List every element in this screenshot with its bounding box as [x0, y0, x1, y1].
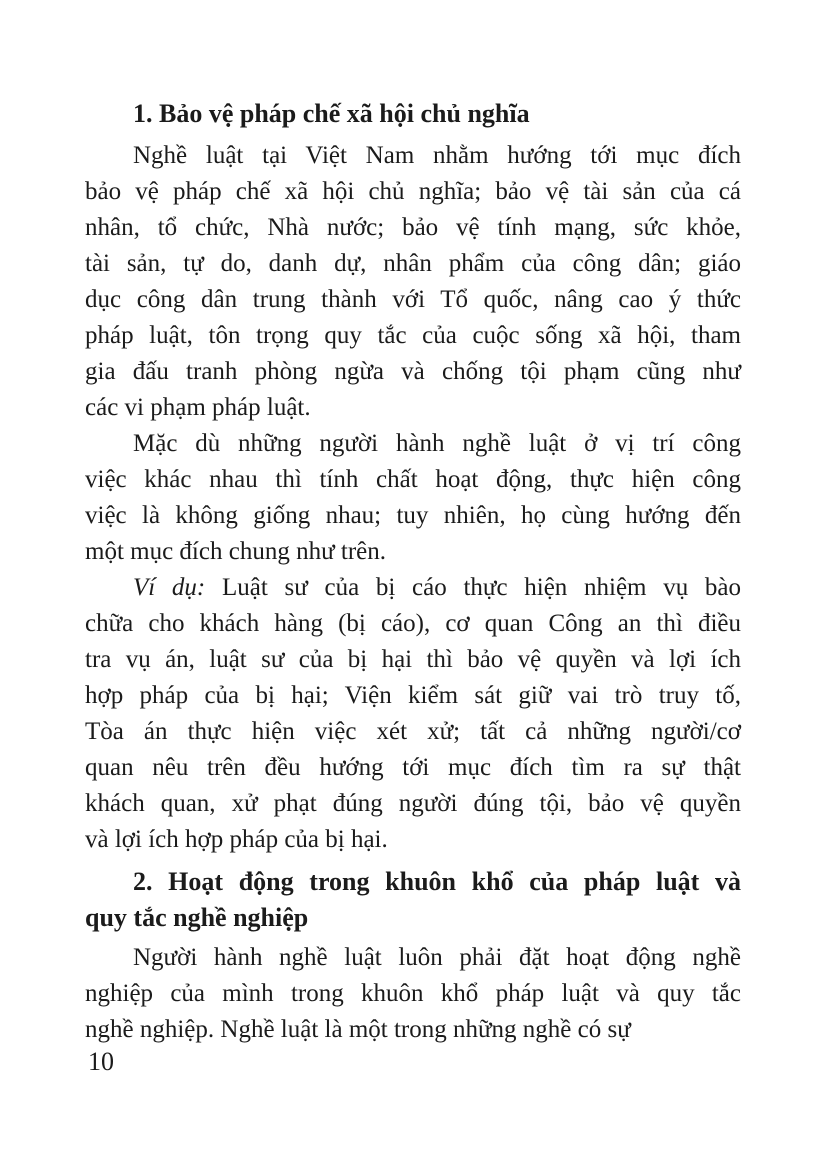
text-line	[85, 318, 741, 354]
text-line	[85, 210, 741, 246]
text-segment: việc là không giống nhau; tuy nhiên, họ cùng hướng đến	[85, 502, 741, 529]
page-number: 10	[88, 1047, 114, 1076]
text-line	[85, 900, 741, 936]
text-line	[85, 138, 741, 174]
text-line	[85, 96, 741, 132]
text-segment: nhân, tổ chức, Nhà nước; bảo vệ tính mạng, sức khỏe,	[85, 214, 741, 241]
text-line	[85, 354, 741, 390]
text-segment: và lợi ích hợp pháp của bị hại.	[85, 826, 388, 853]
text-segment: nghiệp của mình trong khuôn khổ pháp luật và quy tắc	[85, 980, 741, 1007]
text-segment: dục công dân trung thành với Tổ quốc, nâng cao ý thức	[85, 286, 741, 313]
text-line	[85, 1012, 741, 1048]
paragraph-1	[85, 138, 741, 426]
text-segment: pháp luật, tôn trọng quy tắc của cuộc sống xã hội, tham	[85, 322, 741, 349]
text-segment: Tòa án thực hiện việc xét xử; tất cả những người/cơ	[85, 718, 741, 745]
paragraph-2	[85, 426, 741, 570]
text-line	[85, 940, 741, 976]
page-content	[85, 96, 741, 1048]
text-line	[85, 678, 741, 714]
text-segment: 2. Hoạt động trong khuôn khổ của pháp luật và	[133, 867, 741, 896]
text-segment: một mục đích chung như trên.	[85, 538, 386, 565]
text-line	[85, 570, 741, 606]
text-line	[85, 976, 741, 1012]
text-line	[85, 642, 741, 678]
italic-text-segment: Ví dụ:	[133, 574, 206, 601]
text-line	[85, 822, 741, 858]
text-segment: tài sản, tự do, danh dự, nhân phẩm của công dân; giáo	[85, 250, 741, 277]
text-line	[85, 750, 741, 786]
text-segment: Người hành nghề luật luôn phải đặt hoạt động nghề	[133, 944, 741, 971]
text-line	[85, 282, 741, 318]
text-segment: Nghề luật tại Việt Nam nhằm hướng tới mục đích	[133, 142, 741, 169]
paragraph-3-example	[85, 570, 741, 858]
text-line	[85, 786, 741, 822]
text-line	[85, 714, 741, 750]
text-segment: hợp pháp của bị hại; Viện kiểm sát giữ vai trò truy tố,	[85, 682, 741, 709]
text-segment: tra vụ án, luật sư của bị hại thì bảo vệ quyền và lợi ích	[85, 646, 741, 673]
text-line	[85, 426, 741, 462]
section-heading-2	[85, 864, 741, 936]
text-segment: Luật sư của bị cáo thực hiện nhiệm vụ bào	[205, 574, 742, 601]
text-segment: Mặc dù những người hành nghề luật ở vị trí công	[133, 430, 741, 457]
text-line	[85, 606, 741, 642]
text-segment: bảo vệ pháp chế xã hội chủ nghĩa; bảo vệ tài sản của cá	[85, 178, 741, 205]
text-segment: gia đấu tranh phòng ngừa và chống tội phạm cũng như	[85, 358, 741, 385]
text-segment: nghề nghiệp. Nghề luật là một trong những nghề có sự	[85, 1016, 631, 1043]
text-segment: 1. Bảo vệ pháp chế xã hội chủ nghĩa	[133, 99, 530, 128]
text-segment: chữa cho khách hàng (bị cáo), cơ quan Công an thì điều	[85, 610, 741, 637]
text-segment: quy tắc nghề nghiệp	[85, 903, 309, 932]
text-line	[85, 864, 741, 900]
paragraph-4	[85, 940, 741, 1048]
text-segment: các vi phạm pháp luật.	[85, 394, 311, 421]
text-line	[85, 246, 741, 282]
text-segment: khách quan, xử phạt đúng người đúng tội, bảo vệ quyền	[85, 790, 741, 817]
text-line	[85, 498, 741, 534]
text-segment: việc khác nhau thì tính chất hoạt động, thực hiện công	[85, 466, 741, 493]
text-line	[85, 462, 741, 498]
section-heading-1	[85, 96, 741, 132]
text-line	[85, 390, 741, 426]
text-line	[85, 174, 741, 210]
text-line	[85, 534, 741, 570]
text-segment: quan nêu trên đều hướng tới mục đích tìm ra sự thật	[85, 754, 741, 781]
